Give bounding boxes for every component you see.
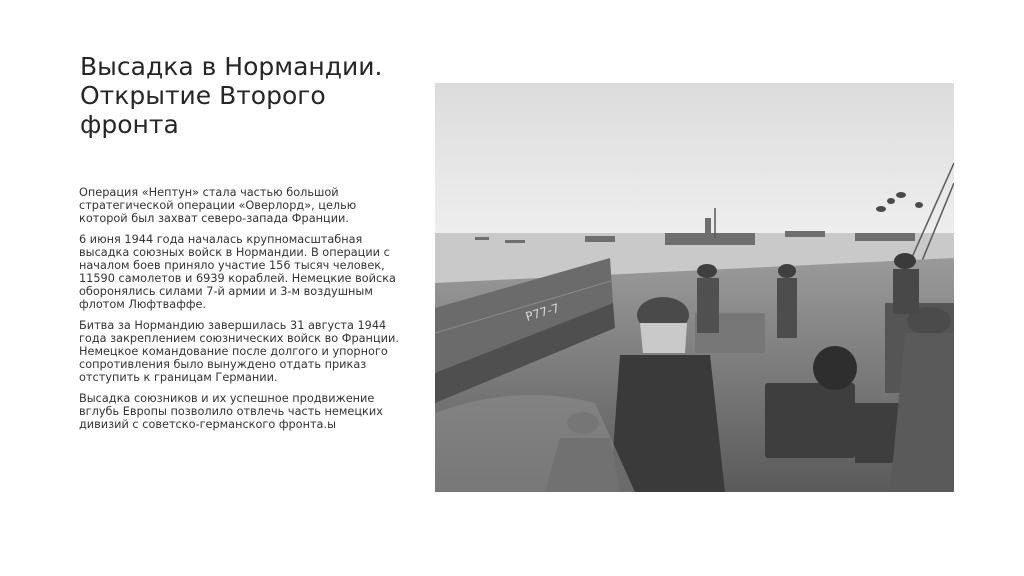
- paragraph-1: Операция «Нептун» стала частью большой стратегической операции «Оверлорд», целью которой был захват северо-запада Франции.: [79, 186, 357, 225]
- boat-marking: P77-7: [523, 300, 561, 324]
- paragraph-2: 6 июня 1944 года началась крупномасштабная высадка союзных войск в Нормандии. В операции с началом боев приняло участие 156 тысяч человек, 11590 самолетов и 6939 кораблей. Немецкие войска оборонялись силами 7-й армии и 3-м воздушным флотом Люфтваффе.: [79, 233, 396, 311]
- paragraph-3: Битва за Нормандию завершилась 31 августа 1944 года закреплением союзнических войск во Франции. Немецкое командование после долгого и упорного сопротивления было вынуждено отдать приказ отступить к границам Германии.: [79, 319, 399, 384]
- slide-title: Высадка в Нормандии. Открытие Второго фронта: [80, 52, 383, 139]
- normandy-landing-photo: [435, 83, 954, 492]
- sky: [435, 83, 954, 243]
- photo-illustration: [435, 83, 954, 492]
- slide-body: [79, 186, 399, 439]
- paragraph-4: Высадка союзников и их успешное продвижение вглубь Европы позволило отвлечь часть немецких дивизий с советско-германского фронта.ы: [79, 392, 383, 431]
